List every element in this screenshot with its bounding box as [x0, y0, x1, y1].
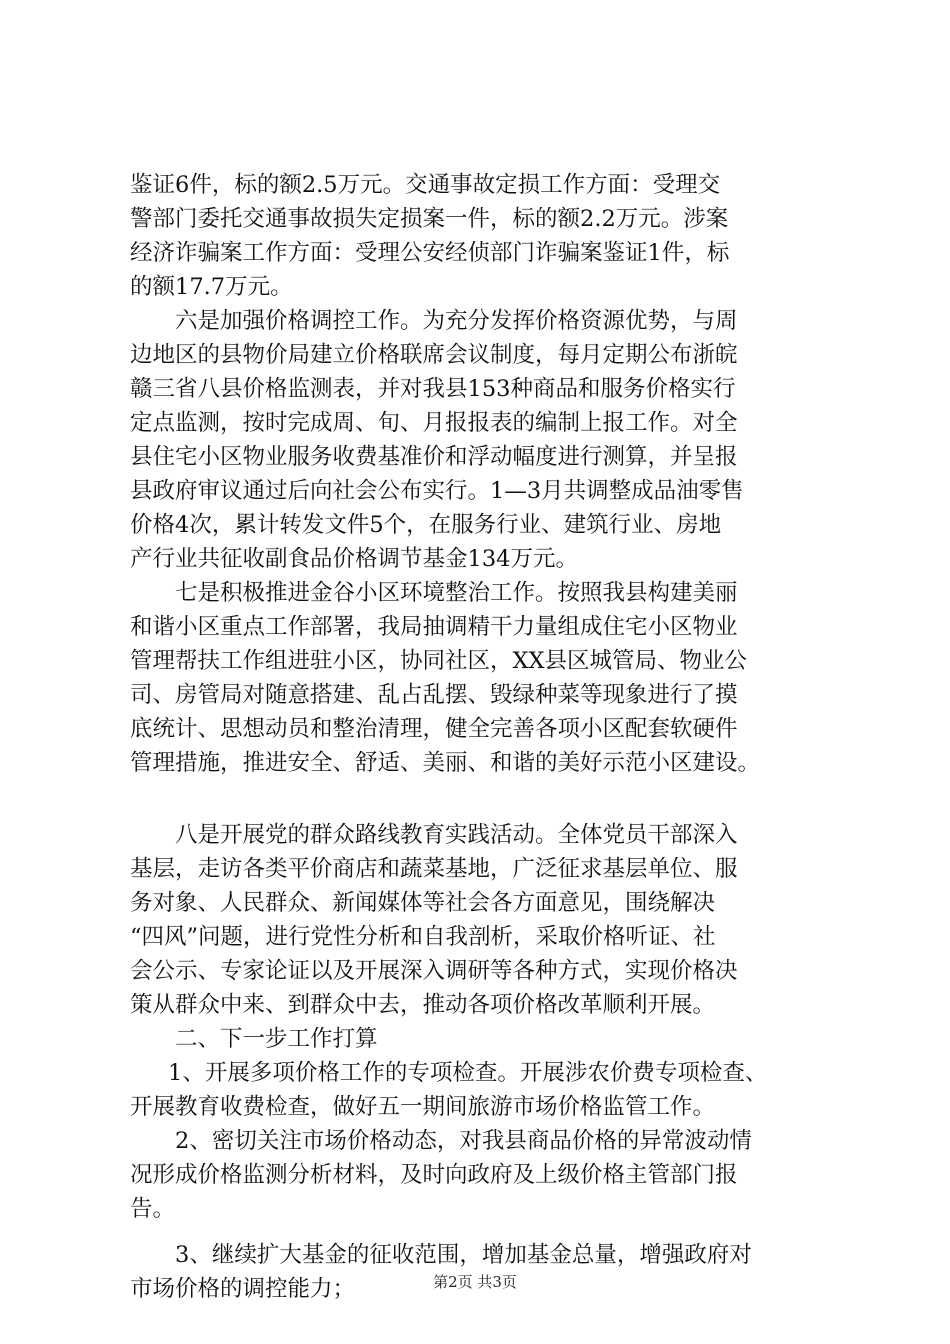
- paragraph-gap: [130, 780, 850, 818]
- text-line: 县住宅小区物业服务收费基准价和浮动幅度进行测算，并呈报: [130, 444, 738, 470]
- text-line: 价格4次，累计转发文件5个，在服务行业、建筑行业、房地: [130, 512, 722, 538]
- text-line: 开展教育收费检查，做好五一期间旅游市场价格监管工作。: [130, 1094, 716, 1120]
- text-line: 策从群众中来、到群众中去，推动各项价格改革顺利开展。: [130, 992, 716, 1018]
- text-line: 县政府审议通过后向社会公布实行。1—3月共调整成品油零售: [130, 478, 744, 504]
- text-line: 警部门委托交通事故损失定损案一件，标的额2.2万元。涉案: [130, 206, 729, 232]
- paragraph-start-line: 3、继续扩大基金的征收范围，增加基金总量，增强政府对: [175, 1242, 752, 1268]
- text-line: 边地区的县物价局建立价格联席会议制度，每月定期公布浙皖: [130, 342, 738, 368]
- paragraph-start-line: 八是开展党的群众路线教育实践活动。全体党员干部深入: [175, 822, 738, 848]
- text-line: 司、房管局对随意搭建、乱占乱摆、毁绿种菜等现象进行了摸: [130, 682, 738, 708]
- text-line: 基层，走访各类平价商店和蔬菜基地，广泛征求基层单位、服: [130, 856, 738, 882]
- text-line: 和谐小区重点工作部署，我局抽调精干力量组成住宅小区物业: [130, 614, 738, 640]
- paragraph-start-line: 七是积极推进金谷小区环境整治工作。按照我县构建美丽: [175, 580, 738, 606]
- text-line: 产行业共征收副食品价格调节基金134万元。: [130, 546, 578, 572]
- text-line: 况形成价格监测分析材料，及时向政府及上级价格主管部门报: [130, 1162, 738, 1188]
- paragraph-start-line: 1、开展多项价格工作的专项检查。开展涉农价费专项检查、: [168, 1060, 768, 1086]
- text-line: “四风”问题，进行党性分析和自我剖析，采取价格听证、社: [130, 924, 716, 950]
- text-line: 告。: [130, 1196, 176, 1222]
- text-line: 管理措施，推进安全、舒适、美丽、和谐的美好示范小区建设。: [130, 750, 761, 776]
- text-line: 管理帮扶工作组进驻小区，协同社区，XX县区城管局、物业公: [130, 648, 748, 674]
- page-indicator: 第2页 共3页: [433, 1273, 517, 1291]
- text-line: 定点监测，按时完成周、旬、月报报表的编制上报工作。对全: [130, 410, 738, 436]
- document-body: [130, 168, 850, 1306]
- text-line: 的额17.7万元。: [130, 274, 293, 300]
- text-line: 务对象、人民群众、新闻媒体等社会各方面意见，围绕解决: [130, 890, 716, 916]
- text-line: 底统计、思想动员和整治清理，健全完善各项小区配套软硬件: [130, 716, 738, 742]
- text-line: 赣三省八县价格监测表，并对我县153种商品和服务价格实行: [130, 376, 736, 402]
- text-line: 鉴证6件，标的额2.5万元。交通事故定损工作方面：受理交: [130, 172, 721, 198]
- text-line: 会公示、专家论证以及开展深入调研等各种方式，实现价格决: [130, 958, 738, 984]
- text-line: 市场价格的调控能力；: [130, 1276, 356, 1302]
- section-heading: 二、下一步工作打算: [175, 1026, 378, 1052]
- paragraph-start-line: 六是加强价格调控工作。为充分发挥价格资源优势，与周: [175, 308, 738, 334]
- paragraph-start-line: 2、密切关注市场价格动态，对我县商品价格的异常波动情: [175, 1128, 752, 1154]
- text-line: 经济诈骗案工作方面：受理公安经侦部门诈骗案鉴证1件，标: [130, 240, 730, 266]
- paragraph-gap: [130, 1226, 850, 1238]
